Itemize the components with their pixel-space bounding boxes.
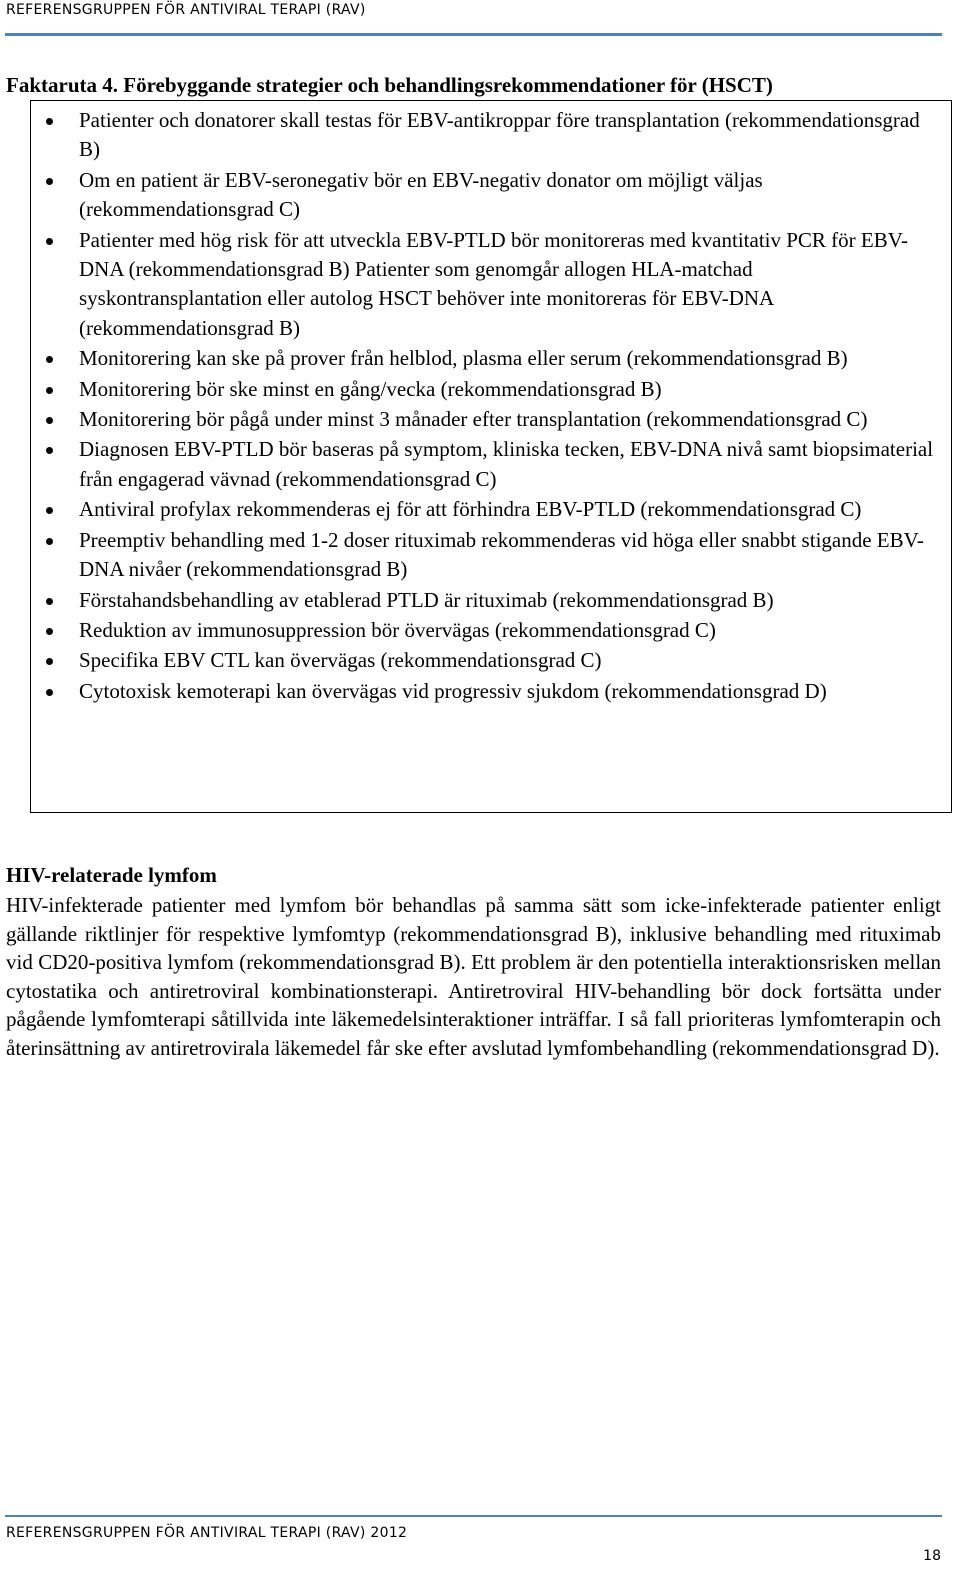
list-item-text: Om en patient är EBV-seronegativ bör en EBV-negativ donator om möjligt väljas (rekommendationsgrad C) (79, 167, 763, 222)
list-item-text: Förstahandsbehandling av etablerad PTLD är rituximab (rekommendationsgrad B) (79, 587, 774, 612)
bullet-icon (46, 507, 53, 514)
list-item (31, 526, 951, 585)
list-item (31, 106, 951, 165)
list-item-text: Reduktion av immunosuppression bör övervägas (rekommendationsgrad C) (79, 617, 716, 642)
list-item-text: Patienter med hög risk för att utveckla EBV-PTLD bör monitoreras med kvantitativ PCR för EBV-DNA (rekommendationsgrad B) Patienter som genomgår allogen HLA-matchad syskontransplantation eller autolog HSCT behöver inte monitoreras för EBV-DNA (rekommendationsgrad B) (79, 227, 908, 340)
list-item-text: Monitorering kan ske på prover från helblod, plasma eller serum (rekommendationsgrad B) (79, 346, 848, 371)
bullet-icon (46, 689, 53, 696)
bullet-icon (46, 387, 53, 394)
list-item-text: Monitorering bör ske minst en gång/vecka (rekommendationsgrad B) (79, 376, 662, 401)
bullet-icon (46, 628, 53, 635)
list-item-text: Cytotoxisk kemoterapi kan övervägas vid progressiv sjukdom (rekommendationsgrad D) (79, 678, 827, 703)
factbox-title: Faktaruta 4. Förebyggande strategier och behandlingsrekommendationer för (HSCT) (6, 73, 773, 97)
bullet-icon (46, 598, 53, 605)
list-item (31, 586, 951, 615)
footer-rule (5, 1515, 942, 1517)
page-number: 18 (923, 1548, 941, 1564)
bullet-icon (46, 356, 53, 363)
factbox (30, 100, 952, 813)
list-item-text: Preemptiv behandling med 1-2 doser rituximab rekommenderas vid höga eller snabbt stigande EBV-DNA nivåer (rekommendationsgrad B) (79, 527, 924, 582)
bullet-icon (46, 238, 53, 245)
bullet-icon (46, 538, 53, 545)
list-item (31, 677, 951, 706)
bullet-icon (46, 658, 53, 665)
factbox-list (31, 106, 951, 707)
list-item-text: Antiviral profylax rekommenderas ej för att förhindra EBV-PTLD (rekommendationsgrad C) (79, 497, 862, 522)
list-item (31, 166, 951, 225)
list-item (31, 495, 951, 524)
list-item (31, 646, 951, 675)
header-rule (5, 33, 942, 36)
list-item (31, 344, 951, 373)
bullet-icon (46, 447, 53, 454)
section-heading: HIV-relaterade lymfom (6, 863, 217, 887)
list-item (31, 226, 951, 344)
section-body: HIV-infekterade patienter med lymfom bör behandlas på samma sätt som icke-infekterade patienter enligt gällande riktlinjer för respektive lymfomtyp (rekommendationsgrad B), inklusive behandling med rituximab vid CD20-positiva lymfom (rekommendationsgrad B). Ett problem är den potentiella interaktionsrisken mellan cytostatika och antiretroviral kombinationsterapi. Antiretroviral HIV-behandling bör dock fortsätta under pågående lymfomterapi såtillvida inte läkemedelsinteraktioner inträffar. I så fall prioriteras lymfomterapin och återinsättning av antiretrovirala läkemedel får ske efter avslutad lymfombehandling (rekommendationsgrad D). (6, 893, 941, 1060)
bullet-icon (46, 417, 53, 424)
list-item (31, 616, 951, 645)
running-header: REFERENSGRUPPEN FÖR ANTIVIRAL TERAPI (RAV) (6, 2, 366, 18)
list-item (31, 435, 951, 494)
list-item-text: Monitorering bör pågå under minst 3 månader efter transplantation (rekommendationsgrad C) (79, 407, 868, 432)
list-item (31, 405, 951, 434)
list-item-text: Patienter och donatorer skall testas för EBV-antikroppar före transplantation (rekommendationsgrad B) (79, 108, 920, 162)
list-item (31, 375, 951, 404)
bullet-icon (46, 118, 53, 125)
list-item-text: Specifika EBV CTL kan övervägas (rekommendationsgrad C) (79, 648, 602, 673)
running-footer: REFERENSGRUPPEN FÖR ANTIVIRAL TERAPI (RAV) 2012 (6, 1525, 408, 1541)
bullet-icon (46, 178, 53, 185)
list-item-text: Diagnosen EBV-PTLD bör baseras på symptom, kliniska tecken, EBV-DNA nivå samt biopsimaterial från engagerad vävnad (rekommendationsgrad C) (79, 437, 934, 491)
